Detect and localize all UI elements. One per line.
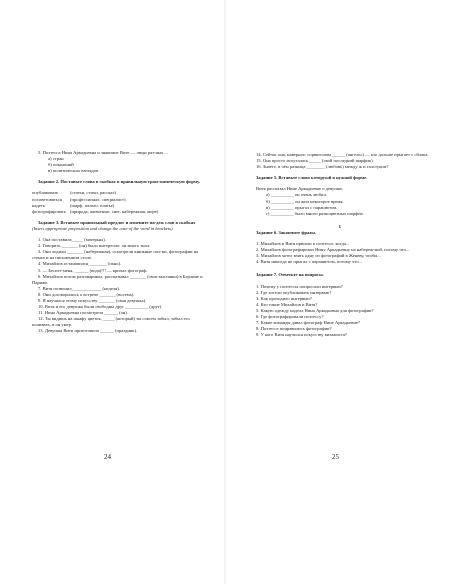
task-7-question: 3. Как проходило интервью?	[256, 295, 312, 301]
task-2-title: Задание 2. Поставьте слова в скобках в правильную грам-матическую форму.	[38, 179, 200, 185]
task-7-title: Задание 7. Ответьте на вопросы.	[256, 272, 324, 278]
task-3-item: 4. Михайлов остановился________ (окно).	[38, 261, 122, 267]
item-5-option-b: б) поколений	[48, 162, 74, 168]
task-7-question: 5. Какую одежду надела Нина Аркадьевна для фотографии?	[256, 307, 374, 313]
task-3-item: 1. Она поставила_____ (матерьял).	[38, 237, 107, 243]
top-item: 14. Сейчас она, наверное, сорвиголова______ (ангельс) — кто дольше прыгает с облака.	[256, 152, 429, 157]
task-3-title-english: (Insert appropriate preposition and change the case of the word in brackets).	[32, 225, 174, 231]
task-3-item: 11. Нина Аркадьевна посмотрела ______ (он).	[38, 310, 129, 316]
task-7-question: 1. Почему у поэтессы попросили интервью?	[256, 283, 343, 289]
task-2-options: (статьи, стихи, рассказ)	[70, 190, 116, 196]
task-2-options: (природа, животные, снег, набережная, море)	[70, 208, 159, 214]
task-5-title: Задание 5. Вставьте слово которуый в нужной форме.	[256, 175, 368, 181]
task-3-item: 6. Михайлов потом разговаривал, рассказывал _______ (свои выставки) в Берлине и Париже.	[32, 273, 203, 285]
page-number: 25	[332, 453, 339, 461]
task-7-question: 6. Где фотографировали поэтессу?	[256, 313, 324, 319]
page-number: 24	[104, 453, 111, 461]
task-3-item: 9. Я научился этому искусству _______ (своя девушка).	[38, 297, 147, 303]
section-letter: Б	[338, 223, 342, 229]
task-2-word: опубликовать	[32, 190, 59, 196]
task-3-item: 8. Они договорились о встрече _______ (восемь).	[38, 291, 135, 297]
right-page-content	[250, 152, 430, 338]
item-5-question: 5. Поэтесса Нина Аркадьевна и знакомит Вите — люди раз-ных ...	[38, 150, 168, 155]
task-2-word: посоветоваться	[32, 196, 62, 202]
right-page	[226, 0, 452, 584]
task-7-question: 2. Где хотели опубликовать интервью?	[256, 289, 332, 295]
task-6-item: 1. Михайлов и Витя пришли к поэтессе, когда...	[256, 241, 350, 247]
item-5-option-a: а) стран	[48, 156, 64, 162]
task-2-options: (профессионал, специалист)	[70, 196, 126, 202]
task-3-item: 3. Они ходили _______ (набережная), осмотрели книжные пол-ки, фотографии на стенах и на письменном столе.	[32, 249, 199, 261]
task-3-item: 7. Витя позвонил_____________ (неделя).	[38, 285, 120, 291]
item-5-option-c: в) политических взглядов	[48, 168, 99, 174]
left-page-content	[32, 150, 208, 335]
task-5-item: в) __________ прыгал с парашютом.	[266, 204, 338, 210]
task-3-title-text: Задание 3. Вставьте правильный предлог и измените па-деж слов в скобках	[38, 219, 196, 225]
task-2-word: надеть	[32, 202, 45, 208]
task-7-question: 8. Поэтессе понравились фотографии?	[256, 326, 332, 332]
task-3-item: 13. Девушка Вити приготовила ______ (праздник).	[38, 328, 138, 334]
task-3-title	[32, 220, 208, 232]
top-item: 15. Она просто испугалась _____ (свой последний шарфик).	[256, 158, 374, 164]
task-2-row	[32, 209, 208, 215]
task-5-item: г) __________ было много разноцветных шарфов.	[266, 210, 364, 216]
task-6-item: 3. Михайлов хотел взять одну из фотографий в Женеву, чтобы...	[256, 253, 381, 259]
task-3-item: 10. Витя и его девушка были свободны друг __________ (друг).	[38, 304, 163, 310]
task-3-item: 2. Говорить _______ (он) было интересно: он много знал.	[38, 243, 151, 249]
left-page	[0, 0, 224, 584]
task-2-word: фотографировать	[32, 208, 66, 214]
task-5-item: а) __________ он очень любил.	[266, 192, 327, 198]
task-2-options: (шарф, пальто, платье)	[70, 202, 115, 208]
task-3-item: 12. Ты видишь на шкафу цветок, _____ (который) ты совсем забыл, забыл его поливать, и он умер.	[32, 316, 190, 328]
task-7-question: 9. У кого Витя научился искусству визажиста?	[256, 332, 347, 338]
task-7-question: 7. Какие команды давал фотограф Нине Аркадьевне?	[256, 320, 360, 326]
task-6-title: Задание 6. Закончите фразы.	[256, 229, 316, 235]
top-item: 16. Знаете, в чём разница ________ (любовь) между ж и галстуком?	[256, 164, 389, 170]
task-3-item: 5. — Бесите меня, ______ (вода)!!! — кричал фотограф.	[38, 267, 148, 273]
task-5-item: б) __________ он жил некоторое время.	[266, 198, 344, 204]
task-6-item: 2. Михайлов фотографировал Нину Аркадьевну на набереж-ной, потому что...	[256, 247, 410, 253]
task-5-intro: Витя рассказал Нине Аркадьевне о девушке,	[256, 186, 344, 192]
task-6-item: 4. Витя никогда не прыгал с парашютом, потому что...	[256, 259, 363, 265]
task-7-question: 4. Кто такие Михайлов и Витя?	[256, 301, 318, 307]
